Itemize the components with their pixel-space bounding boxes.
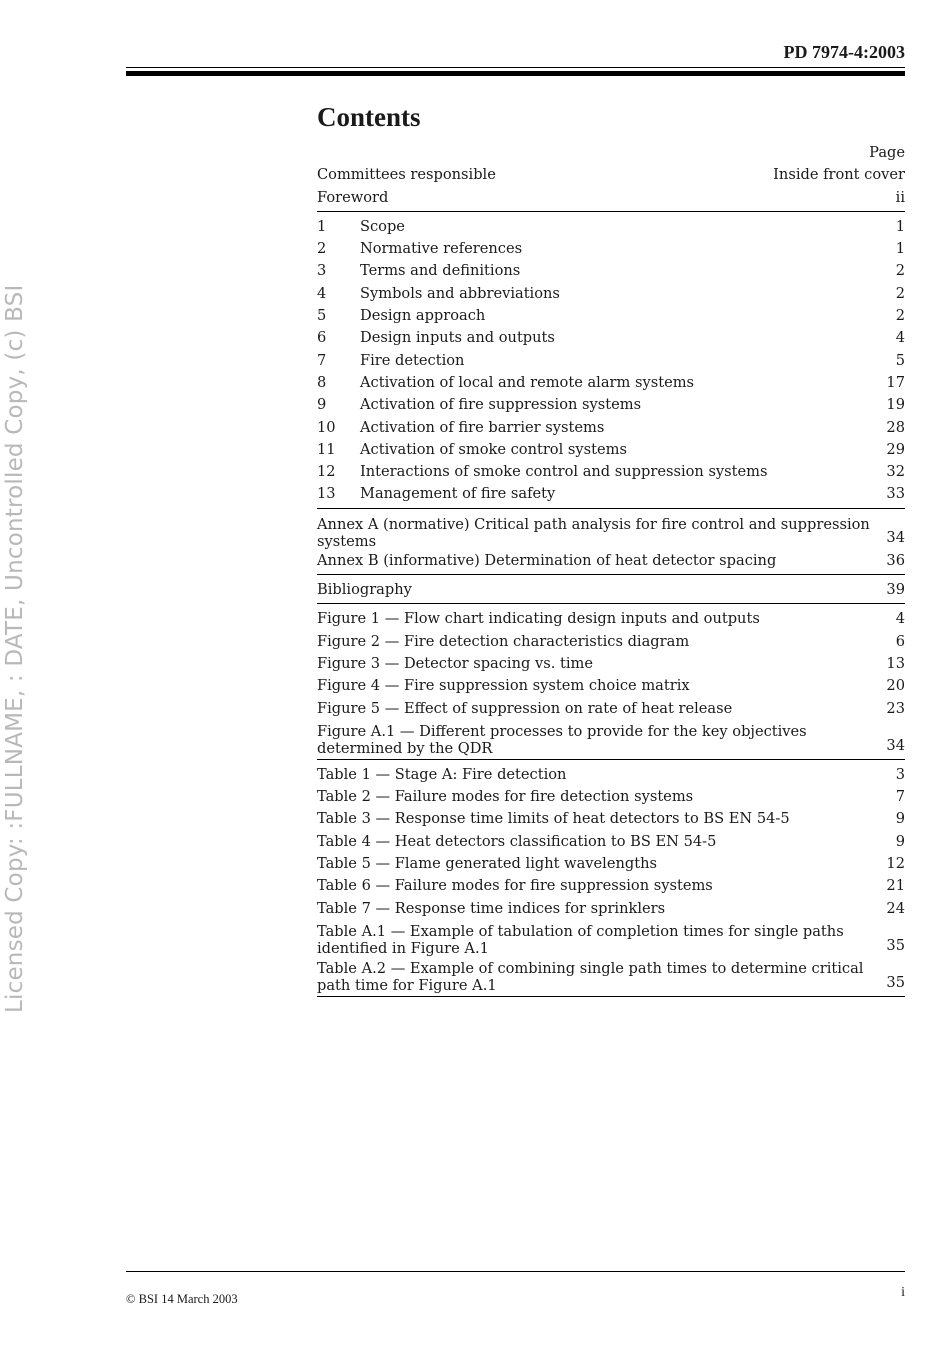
toc-entry-label: Table 5 — Flame generated light wavelengths xyxy=(317,855,657,873)
toc-entry-label: Activation of fire barrier systems xyxy=(360,418,605,436)
toc-entry-page: 2 xyxy=(895,284,905,302)
toc-entry-clause-8[interactable] xyxy=(317,372,905,394)
toc-entry-label: Figure 3 — Detector spacing vs. time xyxy=(317,654,593,672)
toc-entry-page: 17 xyxy=(886,373,905,391)
toc-entry-figure-4[interactable] xyxy=(317,675,905,697)
toc-entry-page: 28 xyxy=(886,418,905,436)
toc-entry-page: 13 xyxy=(886,654,905,672)
toc-entry-label: Activation of smoke control systems xyxy=(360,440,627,458)
toc-entry-label: Table 3 — Response time limits of heat detectors to BS EN 54-5 xyxy=(317,810,790,828)
tables-section xyxy=(317,764,905,997)
toc-entry-table-a1[interactable] xyxy=(317,920,905,957)
toc-entry-clause-1[interactable] xyxy=(317,216,905,238)
clause-number: 10 xyxy=(317,418,336,436)
toc-entry-label: Table A.2 — Example of combining single path times to determine critical path time for Figure A.1 xyxy=(317,959,864,994)
toc-entry-table-6[interactable] xyxy=(317,875,905,897)
toc-entry-page: 12 xyxy=(886,855,905,873)
toc-entry-figure-5[interactable] xyxy=(317,698,905,720)
toc-entry-page: 29 xyxy=(886,440,905,458)
toc-entry-clause-6[interactable] xyxy=(317,327,905,349)
license-watermark: Licensed Copy: :FULLNAME, : DATE, Uncontrolled Copy, (c) BSI xyxy=(2,284,28,1013)
toc-entry-page: 20 xyxy=(886,677,905,695)
toc-entry-committees[interactable] xyxy=(317,164,905,186)
toc-entry-clause-5[interactable] xyxy=(317,305,905,327)
page-column-heading: Page xyxy=(869,144,905,161)
toc-entry-table-2[interactable] xyxy=(317,786,905,808)
toc-entry-table-7[interactable] xyxy=(317,898,905,920)
toc-entry-table-a2[interactable] xyxy=(317,957,905,994)
toc-entry-page: 4 xyxy=(895,329,905,347)
toc-entry-page: 32 xyxy=(886,463,905,481)
toc-entry-label: Committees responsible xyxy=(317,166,496,184)
clauses-section xyxy=(317,216,905,509)
toc-entry-page: 19 xyxy=(886,396,905,414)
annexes-section xyxy=(317,513,905,575)
toc-entry-clause-13[interactable] xyxy=(317,483,905,505)
toc-entry-clause-9[interactable] xyxy=(317,394,905,416)
document-id: PD 7974-4:2003 xyxy=(783,42,905,62)
toc-entry-label: Table A.1 — Example of tabulation of completion times for single paths identified in Figure A.1 xyxy=(317,922,844,957)
figures-section xyxy=(317,608,905,759)
toc-entry-annex-b[interactable] xyxy=(317,550,905,572)
toc-entry-label: Activation of fire suppression systems xyxy=(360,396,642,414)
toc-entry-label: Interactions of smoke control and suppression systems xyxy=(360,463,768,481)
toc-entry-label: Bibliography xyxy=(317,581,412,599)
toc-entry-clause-2[interactable] xyxy=(317,238,905,260)
toc-entry-figure-1[interactable] xyxy=(317,608,905,630)
toc-entry-clause-7[interactable] xyxy=(317,350,905,372)
clause-number: 3 xyxy=(317,262,327,280)
toc-entry-bibliography[interactable] xyxy=(317,579,905,601)
toc-entry-label: Normative references xyxy=(360,240,523,258)
toc-entry-label: Scope xyxy=(360,217,405,235)
toc-entry-label: Figure A.1 — Different processes to provide for the key objectives determined by the QDR xyxy=(317,722,807,757)
toc-entry-label: Design approach xyxy=(360,307,486,325)
toc-entry-label: Figure 2 — Fire detection characteristics diagram xyxy=(317,632,690,650)
toc-entry-page: 1 xyxy=(895,217,905,235)
toc-entry-page: 23 xyxy=(886,699,905,717)
bibliography-section xyxy=(317,579,905,604)
toc-entry-figure-2[interactable] xyxy=(317,631,905,653)
toc-entry-label: Table 6 — Failure modes for fire suppression systems xyxy=(317,877,713,895)
toc-entry-page: 2 xyxy=(895,262,905,280)
toc-entry-page: 33 xyxy=(886,485,905,503)
toc-entry-page: 34 xyxy=(886,736,905,754)
front-matter-section xyxy=(317,164,905,212)
clause-number: 5 xyxy=(317,307,327,325)
toc-entry-page: 35 xyxy=(886,936,905,954)
toc-entry-label: Design inputs and outputs xyxy=(360,329,555,347)
toc-entry-page: Inside front cover xyxy=(773,166,905,184)
clause-number: 11 xyxy=(317,440,336,458)
clause-number: 2 xyxy=(317,240,327,258)
toc-entry-table-5[interactable] xyxy=(317,853,905,875)
toc-entry-table-1[interactable] xyxy=(317,764,905,786)
toc-entry-clause-11[interactable] xyxy=(317,439,905,461)
footer-copyright: © BSI 14 March 2003 xyxy=(126,1292,238,1306)
toc-entry-label: Symbols and abbreviations xyxy=(360,284,560,302)
clause-number: 13 xyxy=(317,485,336,503)
toc-entry-page: 6 xyxy=(895,632,905,650)
toc-entry-label: Figure 4 — Fire suppression system choice matrix xyxy=(317,677,690,695)
toc-entry-page: 36 xyxy=(886,551,905,569)
clause-number: 6 xyxy=(317,329,327,347)
toc-entry-page: ii xyxy=(895,188,905,206)
toc-entry-page: 1 xyxy=(895,240,905,258)
clause-number: 8 xyxy=(317,373,327,391)
clause-number: 9 xyxy=(317,396,327,414)
toc-entry-annex-a[interactable] xyxy=(317,513,905,550)
toc-entry-label: Activation of local and remote alarm systems xyxy=(360,373,695,391)
toc-entry-page: 3 xyxy=(895,765,905,783)
header-rule-thin xyxy=(126,67,905,68)
toc-entry-page: 24 xyxy=(886,899,905,917)
toc-entry-page: 35 xyxy=(886,973,905,991)
toc-entry-page: 9 xyxy=(895,832,905,850)
footer-page-number: i xyxy=(901,1285,905,1300)
clause-number: 7 xyxy=(317,351,327,369)
contents-title: Contents xyxy=(317,102,421,132)
toc-entry-page: 7 xyxy=(895,788,905,806)
toc-entry-clause-3[interactable] xyxy=(317,260,905,282)
toc-entry-label: Figure 1 — Flow chart indicating design inputs and outputs xyxy=(317,610,760,628)
toc-entry-label: Table 7 — Response time indices for sprinklers xyxy=(317,899,666,917)
toc-entry-foreword[interactable] xyxy=(317,187,905,209)
toc-entry-label: Foreword xyxy=(317,188,389,206)
toc-entry-table-4[interactable] xyxy=(317,831,905,853)
clause-number: 1 xyxy=(317,217,327,235)
toc-entry-label: Table 4 — Heat detectors classification to BS EN 54-5 xyxy=(317,832,717,850)
toc-entry-page: 39 xyxy=(886,581,905,599)
toc-entry-figure-a1[interactable] xyxy=(317,720,905,757)
footer-rule xyxy=(126,1271,905,1272)
toc-entry-page: 9 xyxy=(895,810,905,828)
toc-entry-table-3[interactable] xyxy=(317,808,905,830)
header-rule-thick xyxy=(126,71,905,76)
toc-entry-label: Terms and definitions xyxy=(360,262,521,280)
table-of-contents xyxy=(317,100,905,1001)
toc-entry-clause-4[interactable] xyxy=(317,283,905,305)
toc-entry-label: Annex A (normative) Critical path analysis for fire control and suppression systems xyxy=(317,515,870,550)
toc-entry-page: 34 xyxy=(886,529,905,547)
toc-entry-page: 2 xyxy=(895,307,905,325)
toc-entry-label: Figure 5 — Effect of suppression on rate of heat release xyxy=(317,699,733,717)
toc-entry-figure-3[interactable] xyxy=(317,653,905,675)
toc-entry-label: Annex B (informative) Determination of heat detector spacing xyxy=(317,551,777,569)
clause-number: 12 xyxy=(317,463,336,481)
toc-entry-label: Management of fire safety xyxy=(360,485,556,503)
toc-entry-label: Table 2 — Failure modes for fire detection systems xyxy=(317,788,694,806)
clause-number: 4 xyxy=(317,284,327,302)
toc-entry-page: 4 xyxy=(895,610,905,628)
toc-entry-clause-10[interactable] xyxy=(317,417,905,439)
toc-entry-clause-12[interactable] xyxy=(317,461,905,483)
toc-entry-label: Fire detection xyxy=(360,351,465,369)
toc-entry-label: Table 1 — Stage A: Fire detection xyxy=(317,765,567,783)
toc-entry-page: 5 xyxy=(895,351,905,369)
toc-entry-page: 21 xyxy=(886,877,905,895)
